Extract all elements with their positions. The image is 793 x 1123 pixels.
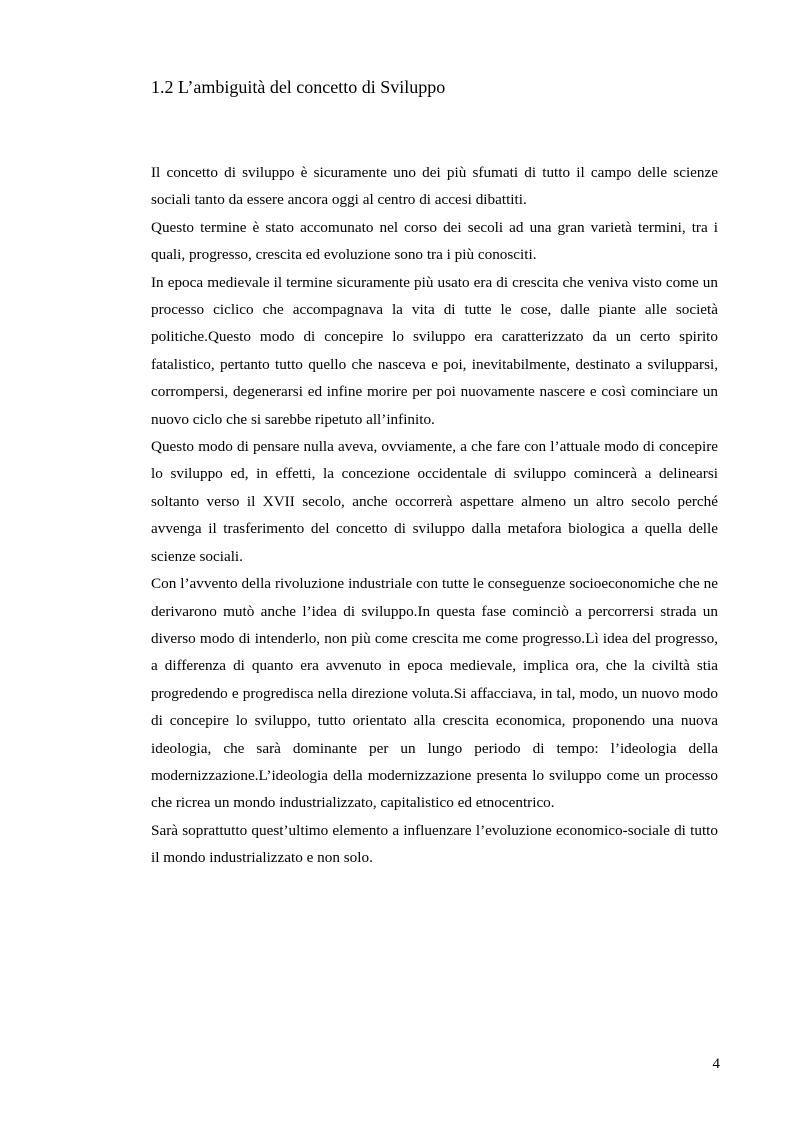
paragraph-1: Il concetto di sviluppo è sicuramente uno dei più sfumati di tutto il campo delle scienze sociali tanto da essere ancora oggi al centro di accesi dibattiti. [151,164,718,209]
paragraph-6: Sarà soprattutto quest’ultimo elemento a influenzare l’evoluzione economico-sociale di tutto il mondo industrializzato e non solo. [151,821,718,867]
paragraph-4: Questo modo di pensare nulla aveva, ovviamente, a che fare con l’attuale modo di concepire lo sviluppo ed, in effetti, la concezione occidentale di sviluppo comincerà a delinearsi soltanto verso il XVII secolo, anche occorrerà aspettare almeno un altro secolo perché avvenga il trasferimento del concetto di sviluppo dalla metafora biologica a quella delle scienze sociali. [151,438,718,565]
paragraph-5: Con l’avvento della rivoluzione industriale con tutte le conseguenze socioeconomiche che ne derivarono mutò anche l’idea di sviluppo.In questa fase cominciò a percorrersi strada un diverso modo di intenderlo, non più come crescita me come progresso.Lì idea del progresso, a differenza di quanto era avvenuto in epoca medievale, implica ora, che la civiltà stia progredendo e progredisca nella direzione voluta.Si affacciava, in tal, modo, un nuovo modo di concepire lo sviluppo, tutto orientato alla crescita economica, proponendo una nuova ideologia, che sarà dominante per un lungo periodo di tempo: l’ideologia della modernizzazione.L’ideologia della modernizzazione presenta lo sviluppo come un processo che ricrea un mondo industrializzato, capitalistico ed etnocentrico. [151,575,718,812]
page-number: 4 [712,1056,720,1072]
body-text [151,159,718,872]
paragraph-2: Questo termine è stato accomunato nel corso dei secoli ad una gran varietà termini, tra i quali, progresso, crescita ed evoluzione sono tra i più conosciti. [151,218,718,264]
paragraph-3: In epoca medievale il termine sicuramente più usato era di crescita che veniva visto come un processo ciclico che accompagnava la vita di tutte le cose, dalle piante alle società politiche.Questo modo di concepire lo sviluppo era caratterizzato da un certo spirito fatalistico, pertanto tutto quello che nasceva e poi, inevitabilmente, destinato a svilupparsi, corrompersi, degenerarsi ed infine morire per poi nuovamente nascere e così cominciare un nuovo ciclo che si sarebbe ripetuto all’infinito. [151,273,718,428]
section-heading: 1.2 L’ambiguità del concetto di Sviluppo [151,77,446,97]
